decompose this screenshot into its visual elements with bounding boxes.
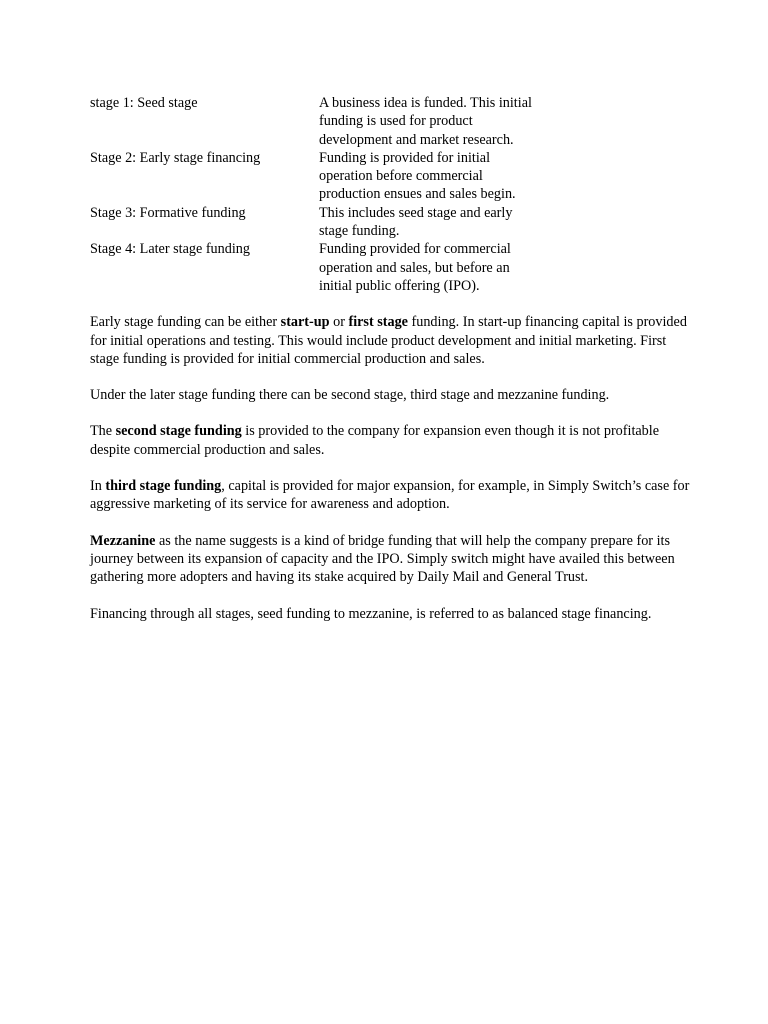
- bold-term: start-up: [280, 314, 330, 331]
- paragraph-later-stage: [90, 386, 690, 404]
- paragraph-early-stage: [90, 313, 690, 368]
- text-run: In: [90, 478, 106, 495]
- stage-row: [90, 149, 690, 204]
- stage-description: Funding provided for commercial operation and sales, but before an initial public offering (IPO).: [319, 241, 511, 294]
- paragraph-third-stage: [90, 477, 690, 514]
- document-page: [90, 94, 690, 641]
- text-run: is provided to the company for expansion even though it is not profitable despite commercial production and sales.: [90, 423, 660, 458]
- text-run: as the name suggests is a kind of bridge funding that will help the company prepare for its journey between its expansion of capacity and the IPO. Simply switch might have availed this between gathering more adopters and having its stake acquired by Daily Mail and General Trust.: [90, 532, 675, 586]
- paragraph-second-stage: [90, 422, 690, 459]
- bold-term: first stage: [348, 314, 408, 331]
- stage-row: [90, 240, 690, 295]
- stages-table: [90, 94, 690, 295]
- bold-term: third stage funding: [105, 478, 222, 495]
- text-run: Under the later stage funding there can be second stage, third stage and mezzanine funding.: [90, 387, 610, 404]
- stage-name: Stage 2: Early stage financing: [90, 149, 261, 166]
- stage-description: A business idea is funded. This initial funding is used for product development and market research.: [319, 95, 532, 148]
- stage-row: [90, 204, 690, 241]
- stage-name: Stage 4: Later stage funding: [90, 241, 250, 258]
- bold-term: Mezzanine: [90, 532, 156, 549]
- text-run: Financing through all stages, seed funding to mezzanine, is referred to as balanced stage financing.: [90, 605, 652, 622]
- paragraph-balanced-financing: [90, 605, 690, 623]
- text-run: The: [90, 423, 116, 440]
- stage-name: stage 1: Seed stage: [90, 95, 198, 111]
- text-run: , capital is provided for major expansion, for example, in Simply Switch’s case for aggressive marketing of its service for awareness and adoption.: [90, 478, 690, 513]
- text-run: funding. In start-up financing capital is provided for initial operations and testing. This would include product development and initial marketing. First stage funding is provided for initial commercial production and sales.: [90, 314, 687, 367]
- text-run: or: [329, 314, 349, 331]
- stage-name: Stage 3: Formative funding: [90, 204, 246, 221]
- stage-description: Funding is provided for initial operation before commercial production ensues and sales begin.: [319, 149, 516, 203]
- text-run: Early stage funding can be either: [90, 314, 281, 331]
- bold-term: second stage funding: [115, 423, 242, 440]
- stage-description: This includes seed stage and early stage funding.: [319, 204, 513, 240]
- paragraph-mezzanine: [90, 532, 690, 587]
- stage-row: [90, 94, 690, 149]
